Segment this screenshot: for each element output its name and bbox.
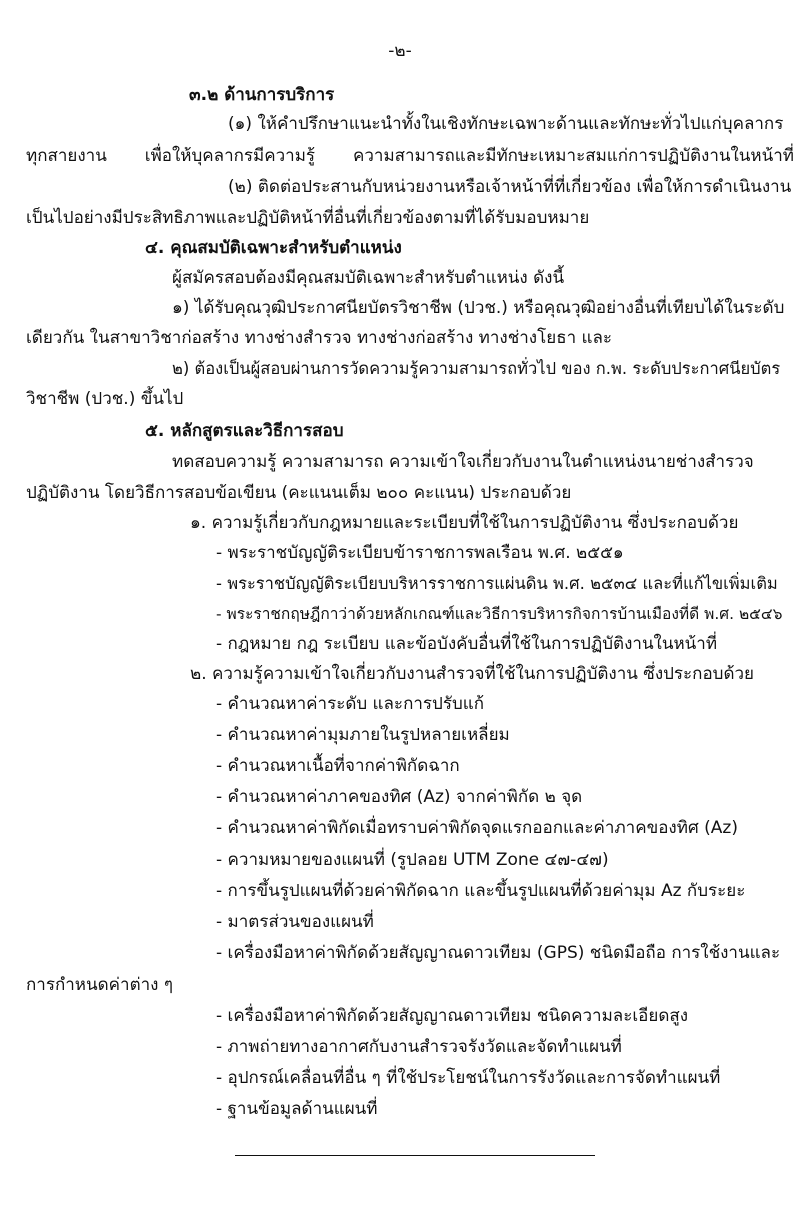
s32-paragraph-2-line-1: (๒) ติดต่อประสานกับหน่วยงานหรือเจ้าหน้าที่ที่เกี่ยวข้อง เพื่อให้การดำเนินงาน	[228, 177, 792, 197]
s4-qualification-1-line-1: ๑) ได้รับคุณวุฒิประกาศนียบัตรวิชาชีพ (ปวช.) หรือคุณวุฒิอย่างอื่นที่เทียบได้ในระดับ	[172, 298, 785, 318]
s4-qualification-2-line-1: ๒) ต้องเป็นผู้สอบผ่านการวัดความรู้ความสามารถทั่วไป ของ ก.พ. ระดับประกาศนียบัตร	[172, 359, 781, 378]
list-item: - ความหมายของแผนที่ (รูปลอย UTM Zone ๔๗-๔๗)	[216, 850, 609, 870]
end-divider	[235, 1155, 595, 1156]
list-item: - พระราชบัญญัติระเบียบบริหารราชการแผ่นดิน พ.ศ. ๒๕๓๔ และที่แก้ไขเพิ่มเติม	[216, 574, 778, 593]
s4-qualification-1-line-2: เดียวกัน ในสาขาวิชาก่อสร้าง ทางช่างสำรวจ ทางช่างก่อสร้าง ทางช่างโยธา และ	[26, 328, 613, 348]
list-item: - กฎหมาย กฎ ระเบียบ และข้อบังคับอื่นที่ใช้ในการปฏิบัติงานในหน้าที่	[216, 634, 718, 654]
s32-paragraph-1-line-1: (๑) ให้คำปรึกษาแนะนำทั้งในเชิงทักษะเฉพาะด้านและทักษะทั่วไปแก่บุคลากร	[228, 114, 784, 134]
list-item: - พระราชกฤษฎีกาว่าด้วยหลักเกณฑ์และวิธีการบริหารกิจการบ้านเมืองที่ดี พ.ศ. ๒๕๔๖	[216, 605, 783, 623]
s5-subsection-2-heading: ๒. ความรู้ความเข้าใจเกี่ยวกับงานสำรวจที่ใช้ในการปฏิบัติงาน ซึ่งประกอบด้วย	[190, 664, 755, 684]
s32-paragraph-1-line-2: ทุกสายงาน เพื่อให้บุคลากรมีความรู้ ความสามารถและมีทักษะเหมาะสมแก่การปฏิบัติงานในหน้าที่	[26, 146, 794, 166]
list-item: - คำนวณหาค่าภาคของทิศ (Az) จากค่าพิกัด ๒ จุด	[216, 787, 583, 807]
list-item: - ภาพถ่ายทางอากาศกับงานสำรวจรังวัดและจัดทำแผนที่	[216, 1037, 622, 1057]
s5-intro-line-2: ปฏิบัติงาน โดยวิธีการสอบข้อเขียน (คะแนนเต็ม ๒๐๐ คะแนน) ประกอบด้วย	[26, 483, 572, 503]
list-item-gps-line-2: การกำหนดค่าต่าง ๆ	[26, 975, 174, 995]
list-item: - พระราชบัญญัติระเบียบข้าราชการพลเรือน พ.ศ. ๒๕๕๑	[216, 543, 624, 563]
list-item: - มาตรส่วนของแผนที่	[216, 912, 374, 932]
list-item: - คำนวณหาค่าพิกัดเมื่อทราบค่าพิกัดจุดแรกออกและค่าภาคของทิศ (Az)	[216, 818, 738, 838]
s4-qualification-2-line-2: วิชาชีพ (ปวช.) ขึ้นไป	[26, 389, 184, 409]
list-item: - คำนวณหาค่าระดับ และการปรับแก้	[216, 694, 484, 714]
list-item: - การขึ้นรูปแผนที่ด้วยค่าพิกัดฉาก และขึ้นรูปแผนที่ด้วยค่ามุม Az กับระยะ	[216, 881, 746, 901]
list-item: - เครื่องมือหาค่าพิกัดด้วยสัญญาณดาวเทียม ชนิดความละเอียดสูง	[216, 1006, 689, 1026]
section-4-heading: ๔. คุณสมบัติเฉพาะสำหรับตำแหน่ง	[145, 238, 402, 258]
s32-paragraph-2-line-2: เป็นไปอย่างมีประสิทธิภาพและปฏิบัติหน้าที่อื่นที่เกี่ยวข้องตามที่ได้รับมอบหมาย	[26, 208, 590, 228]
section-5-heading: ๕. หลักสูตรและวิธีการสอบ	[145, 421, 344, 441]
page-number: -๒-	[388, 41, 412, 61]
s5-subsection-1-heading: ๑. ความรู้เกี่ยวกับกฎหมายและระเบียบที่ใช้ในการปฏิบัติงาน ซึ่งประกอบด้วย	[190, 513, 739, 533]
list-item: - คำนวณหาค่ามุมภายในรูปหลายเหลี่ยม	[216, 725, 510, 745]
s5-intro-line-1: ทดสอบความรู้ ความสามารถ ความเข้าใจเกี่ยวกับงานในตำแหน่งนายช่างสำรวจ	[172, 452, 754, 472]
list-item: - ฐานข้อมูลด้านแผนที่	[216, 1099, 378, 1119]
section-3-2-heading: ๓.๒ ด้านการบริการ	[189, 85, 335, 105]
list-item-gps-line-1: - เครื่องมือหาค่าพิกัดด้วยสัญญาณดาวเทียม (GPS) ชนิดมือถือ การใช้งานและ	[216, 943, 781, 963]
s4-intro: ผู้สมัครสอบต้องมีคุณสมบัติเฉพาะสำหรับตำแหน่ง ดังนี้	[172, 268, 565, 288]
list-item: - อุปกรณ์เคลื่อนที่อื่น ๆ ที่ใช้ประโยชน์ในการรังวัดและการจัดทำแผนที่	[216, 1068, 721, 1088]
list-item: - คำนวณหาเนื้อที่จากค่าพิกัดฉาก	[216, 756, 460, 776]
